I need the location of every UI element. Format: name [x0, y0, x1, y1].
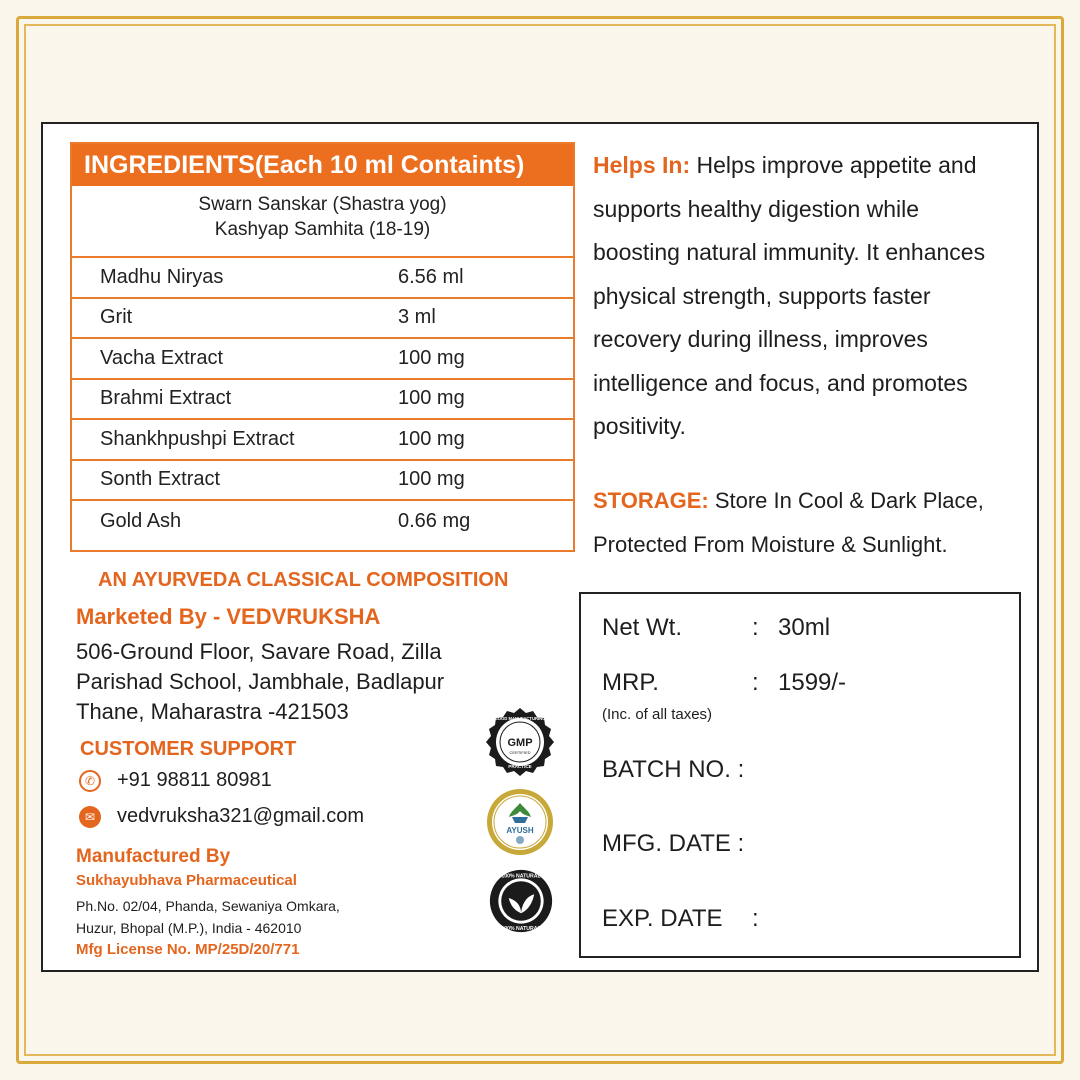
gmp-badge-bottom: PRACTICE — [508, 764, 532, 769]
helps-line-1: Helps improve appetite and — [690, 152, 977, 178]
mrp-label: MRP. — [602, 669, 659, 696]
ingredient-qty: 100 mg — [398, 427, 465, 450]
gmp-badge-top: GOOD MANUFACTURING — [494, 716, 546, 721]
subtitle-line-2: Kashyap Samhita (18-19) — [214, 219, 431, 240]
exp-date-row — [602, 905, 759, 933]
ingredients-table — [70, 142, 575, 552]
helps-line-3: boosting natural immunity. It enhances — [593, 239, 986, 265]
net-weight-label: Net Wt. — [602, 614, 683, 641]
ingredient-qty: 6.56 ml — [398, 265, 464, 288]
helps-line-4: physical strength, supports faster — [593, 282, 931, 309]
manufactured-by-title: Manufactured By — [76, 846, 231, 867]
exp-date-label: EXP. DATE — [602, 905, 723, 932]
ingredient-name: Madhu Niryas — [100, 265, 224, 288]
marketer-address-line-2: Parishad School, Jambhale, Badlapur — [76, 669, 445, 694]
table-row — [72, 380, 573, 421]
natural-badge-icon — [488, 868, 558, 938]
marketed-by-title: Marketed By - VEDVRUKSHA — [76, 604, 381, 629]
ingredient-qty: 3 ml — [398, 306, 436, 329]
manufacturer-address-line-2: Huzur, Bhopal (M.P.), India - 462010 — [76, 920, 302, 936]
mail-icon: ✉ — [79, 806, 101, 828]
ingredient-name: Grit — [100, 306, 133, 329]
marketer-address-line-3: Thane, Maharastra -421503 — [76, 699, 349, 724]
storage-line-2: Protected From Moisture & Sunlight. — [593, 532, 948, 557]
storage-label: STORAGE: — [593, 488, 709, 513]
classical-composition-tagline: AN AYURVEDA CLASSICAL COMPOSITION — [98, 569, 509, 591]
product-label-panel — [41, 122, 1039, 972]
ingredient-name: Sonth Extract — [100, 468, 221, 491]
support-phone[interactable]: +91 98811 80981 — [117, 769, 272, 791]
net-weight-colon: : — [752, 614, 759, 641]
gmp-badge-icon — [485, 707, 555, 777]
manufacturer-address — [76, 895, 436, 939]
mrp-row — [602, 669, 847, 697]
helps-in-label: Helps In: — [593, 152, 691, 178]
ingredient-qty: 100 mg — [398, 346, 465, 369]
table-row — [72, 339, 573, 380]
natural-badge-bottom: 100% NATURAL — [501, 926, 541, 933]
ingredient-name: Gold Ash — [100, 509, 182, 532]
mfg-date-row — [602, 830, 744, 858]
gmp-badge-text: GMP — [507, 737, 533, 749]
ingredient-name: Shankhpushpi Extract — [100, 427, 295, 450]
manufacturer-name: Sukhayubhava Pharmaceutical — [76, 872, 297, 889]
helps-in-section — [593, 144, 1023, 449]
net-weight-row — [602, 614, 831, 642]
ingredient-name: Brahmi Extract — [100, 387, 232, 410]
table-row — [72, 420, 573, 461]
table-row — [72, 258, 573, 299]
ingredient-name: Vacha Extract — [100, 346, 224, 369]
helps-line-6: intelligence and focus, and promotes — [593, 369, 968, 396]
batch-number-label: BATCH NO. : — [602, 756, 745, 783]
storage-line-1: Store In Cool & Dark Place, — [708, 488, 984, 513]
mrp-tax-note: (Inc. of all taxes) — [602, 706, 713, 723]
natural-badge-top: 100% NATURAL — [501, 873, 541, 880]
marketer-address — [76, 637, 536, 727]
ingredient-qty: 100 mg — [398, 387, 465, 410]
storage-section — [593, 479, 1023, 567]
mfg-date-label: MFG. DATE : — [602, 830, 745, 857]
manufacturing-license: Mfg License No. MP/25D/20/771 — [76, 941, 300, 958]
exp-date-colon: : — [752, 905, 759, 932]
marketer-address-line-1: 506-Ground Floor, Savare Road, Zilla — [76, 639, 442, 664]
ingredient-qty: 100 mg — [398, 468, 465, 491]
table-row — [72, 461, 573, 502]
product-info-box — [579, 592, 1021, 958]
mrp-colon: : — [752, 669, 759, 696]
support-email-row[interactable] — [79, 805, 364, 828]
phone-icon: ✆ — [79, 770, 101, 792]
net-weight-value: 30ml — [778, 614, 831, 641]
helps-line-5: recovery during illness, improves — [593, 326, 928, 352]
helps-line-7: positivity. — [593, 413, 686, 439]
batch-number-row — [602, 756, 744, 784]
ingredients-subtitle — [72, 186, 573, 258]
table-row — [72, 299, 573, 340]
customer-support-title: CUSTOMER SUPPORT — [80, 738, 297, 760]
ayush-badge-text: AYUSH — [506, 826, 534, 835]
support-email[interactable]: vedvruksha321@gmail.com — [117, 805, 365, 827]
gmp-badge-sub: CERTIFIED — [509, 750, 531, 755]
table-row — [72, 501, 573, 542]
manufacturer-address-line-1: Ph.No. 02/04, Phanda, Sewaniya Omkara, — [76, 898, 340, 914]
ingredient-qty: 0.66 mg — [398, 509, 471, 532]
subtitle-line-1: Swarn Sanskar (Shastra yog) — [198, 194, 447, 215]
ingredients-header: INGREDIENTS(Each 10 ml Containts) — [72, 144, 573, 186]
support-phone-row[interactable] — [79, 769, 272, 792]
helps-line-2: supports healthy digestion while — [593, 195, 920, 222]
mrp-value: 1599/- — [778, 669, 847, 696]
ayush-badge-icon — [485, 787, 555, 857]
